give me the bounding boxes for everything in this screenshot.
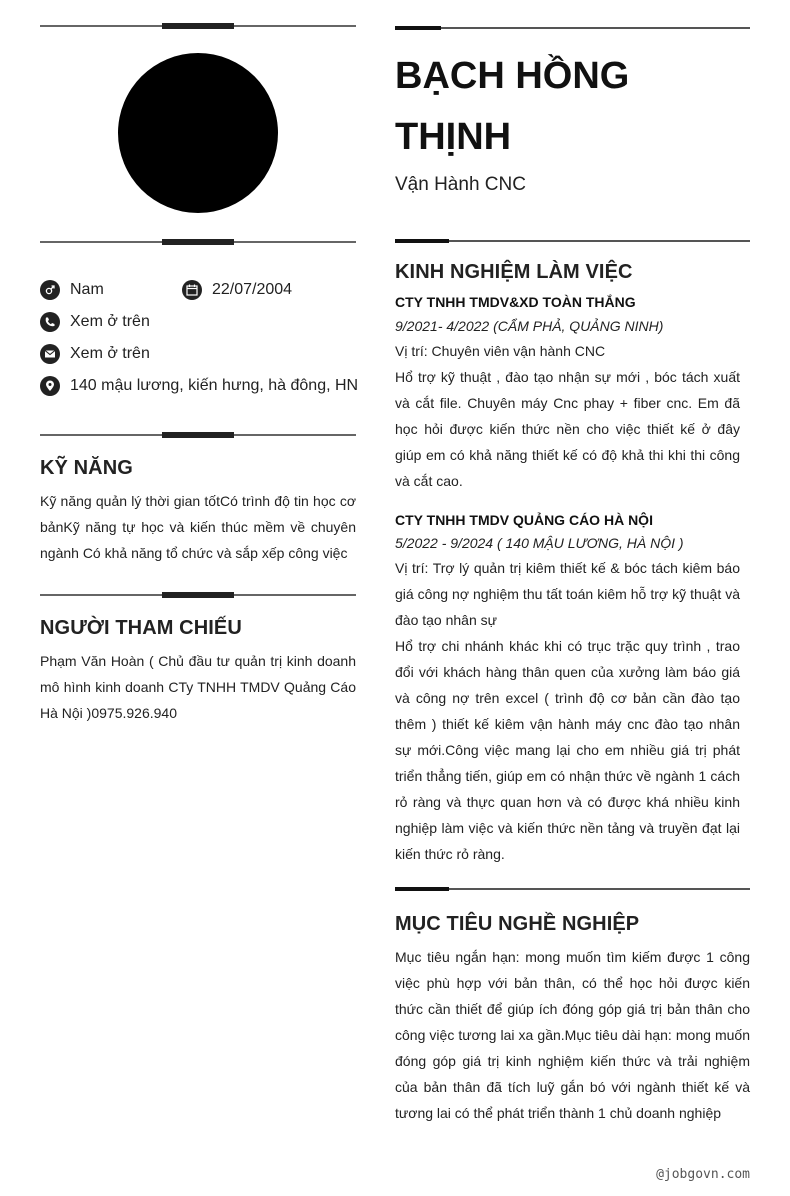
reference-title: NGƯỜI THAM CHIẾU (40, 617, 242, 639)
job-position: Vị trí: Chuyên viên vận hành CNC (395, 343, 606, 359)
job-description: Hổ trợ chi nhánh khác khi có trục trặc quy trình , trao đổi với khách hàng thân quen của xưởng làm báo giá và công nợ trên excel ( trình độ cơ bản cần đào tạo thêm ) thiết kế kiêm vận hành máy cnc đào tạo nhân sự mới.Công việc mang lại cho em nhiều giá trị phát triển thẳng tiến, giúp em có nhận thức về ngành 1 cách rỏ ràng và thực quan hơn và có được khá nhiều kinh nghiệp làm việc và kiến thức nền tảng và truyền đạt lại kiến thức rỏ ràng. (395, 638, 740, 862)
gender-text: Nam (70, 281, 104, 298)
job-period: 9/2021- 4/2022 (CẨM PHẢ, QUẢNG NINH) (395, 318, 664, 334)
location-pin-icon (40, 376, 60, 396)
company-name: CTY TNHH TMDV QUẢNG CÁO HÀ NỘI (395, 512, 653, 528)
calendar-icon (182, 280, 202, 300)
birthday-text: 22/07/2004 (212, 281, 293, 298)
divider (40, 22, 356, 30)
experience-title: KINH NGHIỆM LÀM VIỆC (395, 261, 633, 283)
job-description: Hổ trợ kỹ thuật , đào tạo nhận sự mới , bóc tách xuất và cắt file. Chuyên máy Cnc phay + fiber cnc. Em đã học hỏi được kiến thức nền cho việc thiết kế ở đây giúp em có khả năng thiết kế có độ khả thi khi thi công và cắt cao. (395, 369, 740, 489)
job-title: Vận Hành CNC (395, 174, 526, 195)
phone-text: Xem ở trên (70, 313, 150, 330)
divider (40, 591, 356, 599)
name-line-2: THỊNH (395, 116, 512, 158)
address-text: 140 mậu lương, kiến hưng, hà đông, HN (70, 377, 359, 394)
divider (40, 431, 356, 439)
reference-text: Phạm Văn Hoàn ( Chủ đầu tư quản trị kinh doanh mô hình kinh doanh CTy TNHH TMDV Quảng Cáo Hà Nội )0975.926.940 (40, 653, 356, 721)
avatar (118, 53, 278, 213)
objective-text: Mục tiêu ngắn hạn: mong muốn tìm kiếm được 1 công việc phù hợp với bản thân, có thể học hỏi được kiến thức cần thiết để giúp ích đóng góp giá trị bản thân cho công việc tương lai xa gần.Mục tiêu dài hạn: mong muốn đóng góp giá trị kinh nghiệm kiến thức và trải nghiệm của bản thân đã tích luỹ gắn bó với ngành thiết kế và tương lai có thể phát triển thành 1 chủ doanh nghiệp (395, 949, 750, 1121)
divider (395, 237, 750, 245)
skills-text: Kỹ năng quản lý thời gian tốtCó trình độ tin học cơ bảnKỹ năng tự học và kiến thúc mềm về chuyên ngành Có khả năng tổ chức và sắp xếp công việc (40, 493, 356, 561)
phone-icon (40, 312, 60, 332)
gender-icon (40, 280, 60, 300)
job-position: Vị trí: Trợ lý quản trị kiêm thiết kế & bóc tách kiêm báo giá công nợ nghiệm thu tất toán kiêm hỗ trợ kỹ thuật và đào tạo nhân sự (395, 560, 740, 628)
divider (395, 885, 750, 893)
name-line-1: BẠCH HỒNG (395, 55, 630, 97)
candidate-name (395, 46, 750, 168)
objective-title: MỤC TIÊU NGHỀ NGHIỆP (395, 913, 640, 935)
mail-icon (40, 344, 60, 364)
divider (40, 238, 356, 246)
email-text: Xem ở trên (70, 345, 150, 362)
skills-title: KỸ NĂNG (40, 457, 133, 479)
company-name: CTY TNHH TMDV&XD TOÀN THẮNG (395, 294, 636, 310)
job-period: 5/2022 - 9/2024 ( 140 MẬU LƯƠNG, HÀ NỘI ) (395, 535, 684, 551)
watermark: @jobgovn.com (656, 1167, 750, 1182)
divider (395, 24, 750, 32)
